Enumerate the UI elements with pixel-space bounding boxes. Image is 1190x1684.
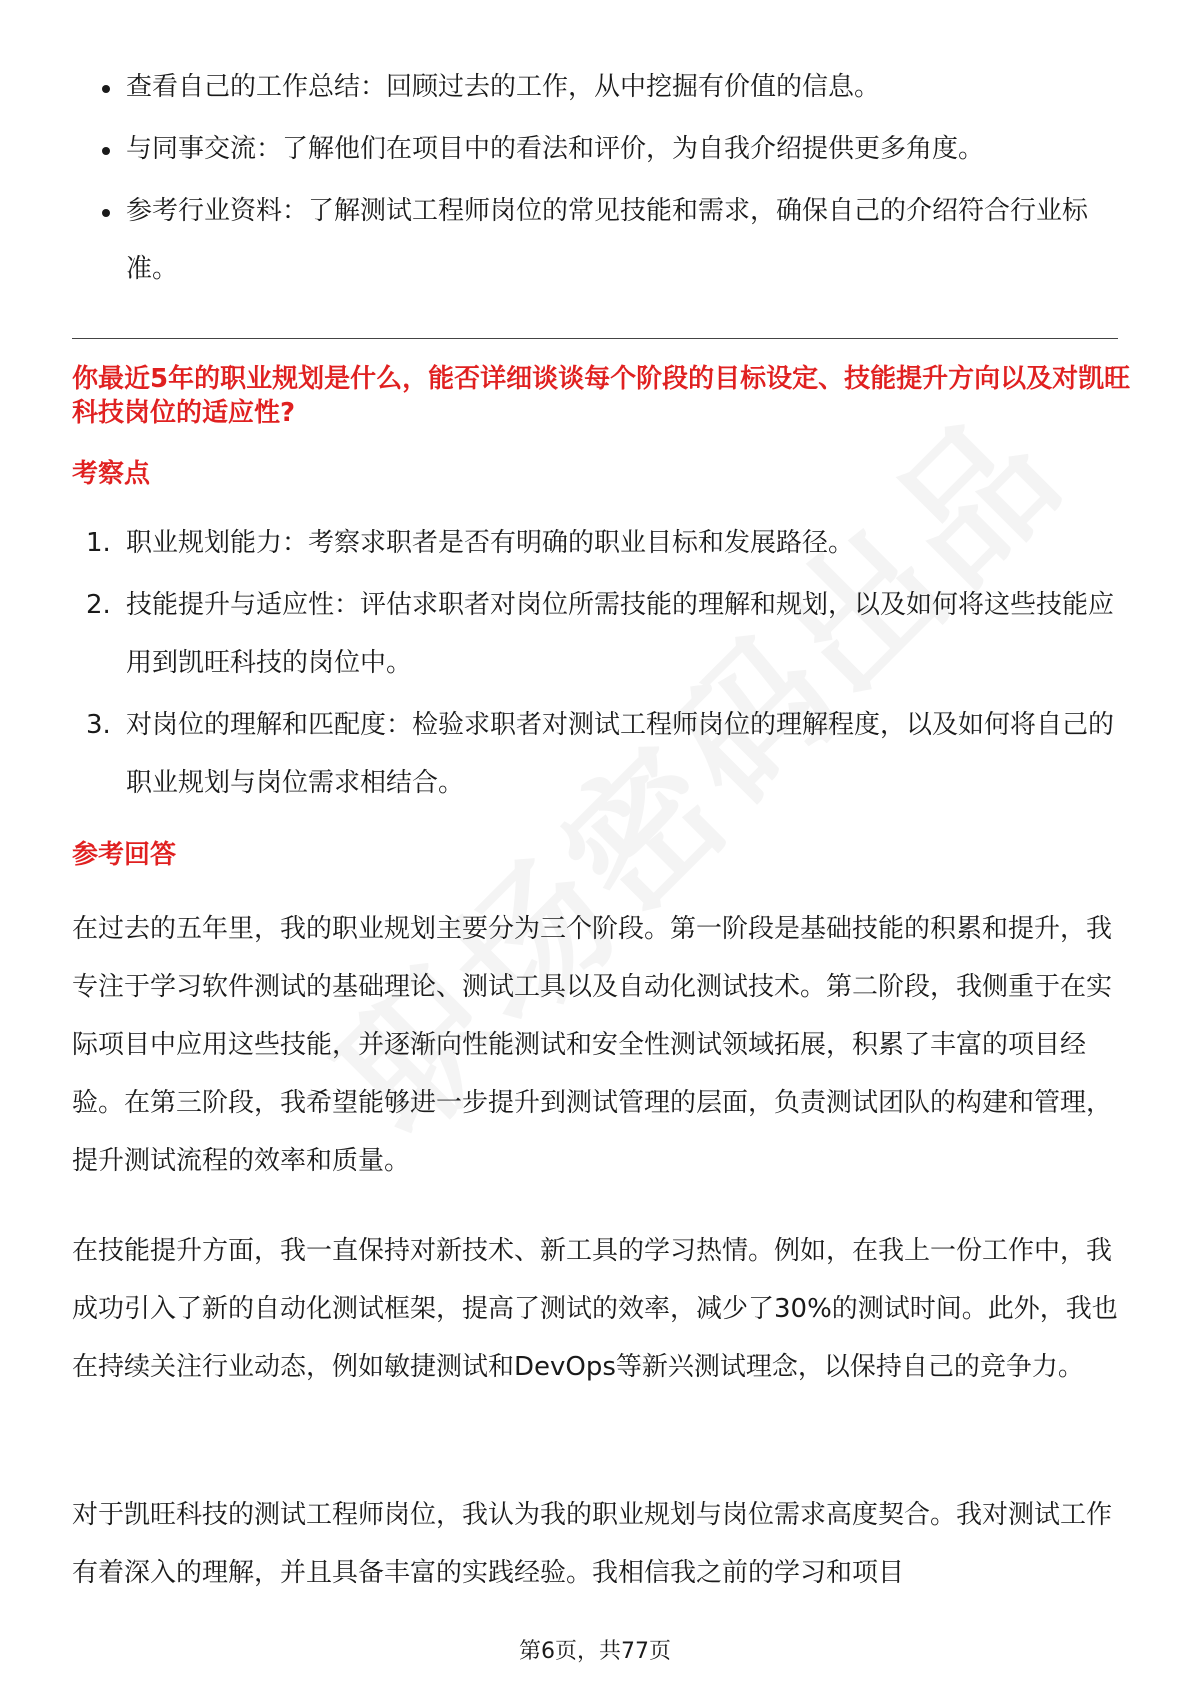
item-text: 对岗位的理解和匹配度：检验求职者对测试工程师岗位的理解程度，以及如何将自己的职业规划与岗位需求相结合。 [126,710,1115,798]
bullet-item [72,182,1132,298]
bullet-text: 与同事交流：了解他们在项目中的看法和评价，为自我介绍提供更多角度。 [126,134,985,164]
item-number: 2. [86,590,111,620]
item-text: 技能提升与适应性：评估求职者对岗位所需技能的理解和规划，以及如何将这些技能应用到凯旺科技的岗位中。 [126,590,1115,678]
bullet-dot-icon [102,147,110,155]
numbered-item [72,696,1132,812]
question-heading: 你最近5年的职业规划是什么，能否详细谈谈每个阶段的目标设定、技能提升方向以及对凯旺科技岗位的适应性? [72,364,1131,428]
bullet-text: 查看自己的工作总结：回顾过去的工作，从中挖掘有价值的信息。 [126,72,881,102]
bullet-item [72,120,1132,178]
bullet-dot-icon [102,85,110,93]
answer-paragraph: 对于凯旺科技的测试工程师岗位，我认为我的职业规划与岗位需求高度契合。我对测试工作有着深入的理解，并且具备丰富的实践经验。我相信我之前的学习和项目 [72,1500,1113,1588]
assessment-points-heading: 考察点 [72,459,151,489]
item-text: 职业规划能力：考察求职者是否有明确的职业目标和发展路径。 [126,528,855,558]
tips-bullet-list [72,58,1132,302]
section-divider [72,338,1118,339]
reference-answer-heading: 参考回答 [72,840,177,870]
answer-paragraph: 在过去的五年里，我的职业规划主要分为三个阶段。第一阶段是基础技能的积累和提升，我专注于学习软件测试的基础理论、测试工具以及自动化测试技术。第二阶段，我侧重于在实际项目中应用这些技能，并逐渐向性能测试和安全性测试领域拓展，积累了丰富的项目经验。在第三阶段，我希望能够进一步提升到测试管理的层面，负责测试团队的构建和管理，提升测试流程的效率和质量。 [72,914,1113,1176]
bullet-dot-icon [102,209,110,217]
page-number-footer: 第6页，共77页 [519,1639,671,1664]
answer-paragraph: 在技能提升方面，我一直保持对新技术、新工具的学习热情。例如，在我上一份工作中，我成功引入了新的自动化测试框架，提高了测试的效率，减少了30%的测试时间。此外，我也在持续关注行业动态，例如敏捷测试和DevOps等新兴测试理念，以保持自己的竞争力。 [72,1236,1118,1382]
numbered-item [72,514,1132,572]
bullet-item [72,58,1132,116]
item-number: 3. [86,710,111,740]
bullet-text: 参考行业资料：了解测试工程师岗位的常见技能和需求，确保自己的介绍符合行业标准。 [126,196,1089,284]
assessment-points-list [72,514,1132,816]
item-number: 1. [86,528,111,558]
numbered-item [72,576,1132,692]
